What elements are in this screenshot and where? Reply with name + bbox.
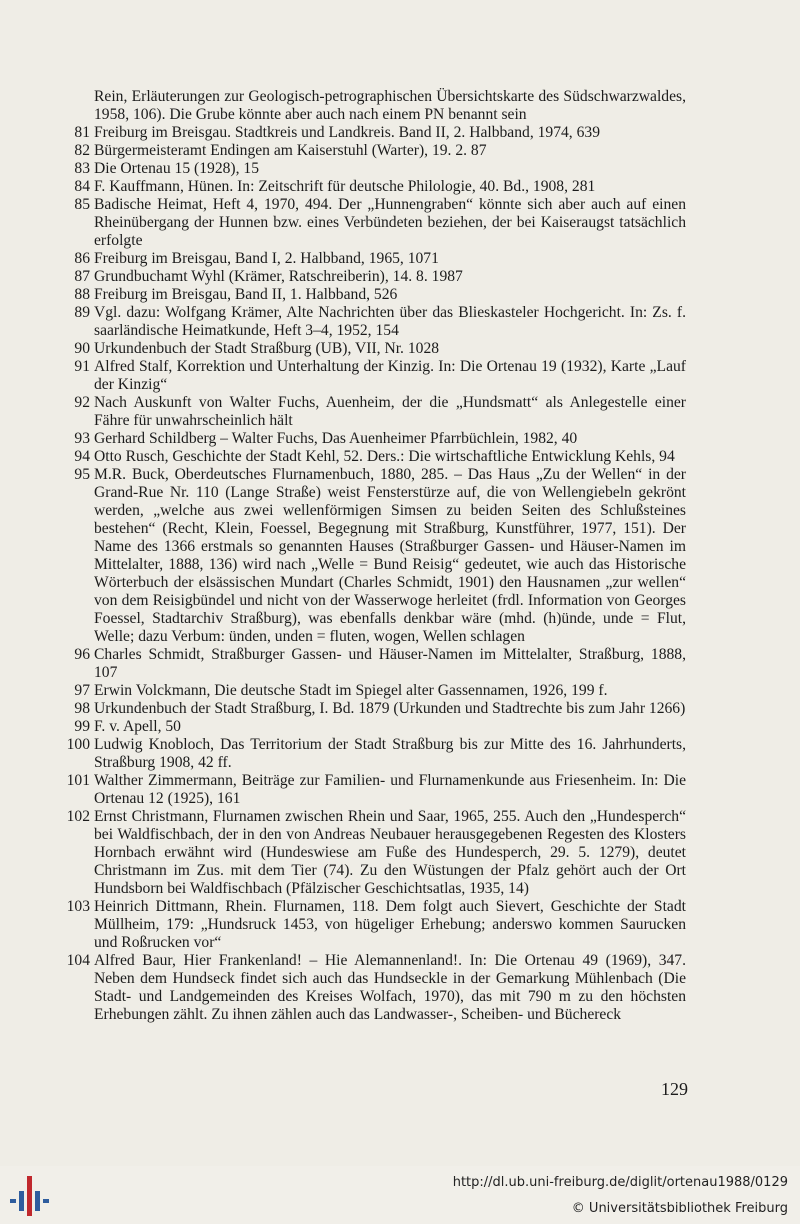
footnote-text: Heinrich Dittmann, Rhein. Flurnamen, 118. Dem folgt auch Sievert, Geschichte der Stadt Müllheim, 179: „Hundsruck 1453, von hügeliger Erhebung; anderswo kommen Saurucken und Roßrucken vor“: [94, 898, 686, 951]
footnote-text: Ernst Christmann, Flurnamen zwischen Rhein und Saar, 1965, 255. Auch den „Hundesperch“ bei Waldfischbach, der in den von Andreas Neubauer herausgegebenen Regesten des Klosters Hornbach erwähnt wird (Hundeswiese am Fuße des Hundesperch, 29. 5. 1279), deutet Christmann im Zus. mit dem Tier (74). Zu den Wüstungen der Pfalz gehört auch der Ort Hundsborn bei Waldfischbach (Pfälzischer Geschichtsatlas, 1935, 14): [94, 808, 686, 897]
footnote-item: [70, 304, 686, 340]
footnote-number: 104: [66, 952, 90, 969]
footnote-text: Nach Auskunft von Walter Fuchs, Auenheim, der die „Hundsmatt“ als Anlegestelle einer Fähre für unwahrscheinlich hält: [94, 394, 686, 429]
footnote-number: 96: [74, 646, 90, 663]
footnote-item: [66, 898, 686, 952]
footnote-text: Gerhard Schildberg – Walter Fuchs, Das Auenheimer Pfarrbüchlein, 1982, 40: [94, 430, 578, 447]
footnote-number: 99: [74, 718, 90, 735]
footnote-item: [70, 646, 686, 682]
footnote-text: F. v. Apell, 50: [94, 718, 181, 735]
footnote-number: 95: [74, 466, 90, 483]
footnote-text: Bürgermeisteramt Endingen am Kaiserstuhl (Warter), 19. 2. 87: [94, 142, 487, 159]
footnote-number: 100: [66, 736, 90, 753]
footnote-number: 93: [74, 430, 90, 447]
footnote-number: 86: [74, 250, 90, 267]
footnote-number: 84: [74, 178, 90, 195]
footnote-item: [70, 358, 686, 394]
footnote-text: Charles Schmidt, Straßburger Gassen- und Häuser-Namen im Mittelalter, Straßburg, 1888, 107: [94, 646, 686, 681]
footnote-text: Ludwig Knobloch, Das Territorium der Stadt Straßburg bis zur Mitte des 16. Jahrhunderts, Straßburg 1908, 42 ff.: [94, 736, 686, 771]
footnote-item: [70, 718, 686, 736]
footnote-text: Freiburg im Breisgau. Stadtkreis und Landkreis. Band II, 2. Halbband, 1974, 639: [94, 124, 600, 141]
footnote-number: 98: [74, 700, 90, 717]
footnote-item: [66, 952, 686, 1024]
footnote-number: 89: [74, 304, 90, 321]
footnote-number: 88: [74, 286, 90, 303]
page-number: 129: [661, 1079, 688, 1099]
footnote-item: [70, 682, 686, 700]
footnote-list: [66, 124, 686, 1024]
footnote-text: Grundbuchamt Wyhl (Krämer, Ratschreiberin), 14. 8. 1987: [94, 268, 463, 285]
footnote-item: [70, 268, 686, 286]
footnote-text: Alfred Baur, Hier Frankenland! – Hie Alemannenland!. In: Die Ortenau 49 (1969), 347. Neben dem Hundseck findet sich auch das Hundseckle in der Gemarkung Mühlenbach (Die Stadt- und Landgemeinden des Kreises Wolfach, 1970), das mit 790 m zu den höchsten Erhebungen zählt. Zu ihnen zählen auch das Landwasser-, Scheiben- und Büchereck: [94, 952, 686, 1023]
footnote-item: [66, 772, 686, 808]
footnotes: [66, 88, 686, 1024]
footnote-item: [70, 142, 686, 160]
footnote-text: Erwin Volckmann, Die deutsche Stadt im Spiegel alter Gassennamen, 1926, 199 f.: [94, 682, 608, 699]
footnote-item: [70, 160, 686, 178]
footnote-number: 81: [74, 124, 90, 141]
footnote-text: Otto Rusch, Geschichte der Stadt Kehl, 52. Ders.: Die wirtschaftliche Entwicklung Kehls, 94: [94, 448, 675, 465]
footnote-number: 97: [74, 682, 90, 699]
footnote-text: Vgl. dazu: Wolfgang Krämer, Alte Nachrichten über das Blieskasteler Hochgericht. In: Zs. f. saarländische Heimatkunde, Heft 3–4, 1952, 154: [94, 304, 686, 339]
footnote-text: F. Kauffmann, Hünen. In: Zeitschrift für deutsche Philologie, 40. Bd., 1908, 281: [94, 178, 596, 195]
footnote-item: [70, 340, 686, 358]
footnote-text: Urkundenbuch der Stadt Straßburg (UB), VII, Nr. 1028: [94, 340, 440, 357]
footer-bar: [0, 1166, 800, 1224]
footnote-text: Freiburg im Breisgau, Band II, 1. Halbband, 526: [94, 286, 398, 303]
footnote-number: 90: [74, 340, 90, 357]
footnote-number: 102: [66, 808, 90, 825]
footnote-item: [70, 466, 686, 646]
footnote-item: [70, 430, 686, 448]
footnote-number: 82: [74, 142, 90, 159]
footnote-number: 92: [74, 394, 90, 411]
footnote-text: Alfred Stalf, Korrektion und Unterhaltung der Kinzig. In: Die Ortenau 19 (1932), Karte „Lauf der Kinzig“: [94, 358, 686, 393]
footnote-item: [70, 394, 686, 430]
footnote-text: Badische Heimat, Heft 4, 1970, 494. Der „Hunnengraben“ könnte sich aber auch auf einen Rheinübergang der Hunnen bzw. eines Verbündeten beziehen, der bei Kaiseraugst tatsächlich erfolgte: [94, 196, 686, 249]
footnote-item: [66, 736, 686, 772]
footnote-item: [70, 196, 686, 250]
footnote-number: 91: [74, 358, 90, 375]
library-logo-icon: [8, 1172, 52, 1220]
footnote-item: [70, 700, 686, 718]
footnote-continuation: Rein, Erläuterungen zur Geologisch-petrographischen Übersichtskarte des Südschwarzwaldes, 1958, 106). Die Grube könnte aber auch nach einem PN benannt sein: [94, 88, 686, 123]
footnote-item: [70, 250, 686, 268]
footnote-text: Urkundenbuch der Stadt Straßburg, I. Bd. 1879 (Urkunden und Stadtrechte bis zum Jahr 1266): [94, 700, 686, 717]
footnote-number: 83: [74, 160, 90, 177]
footnote-number: 85: [74, 196, 90, 213]
footnote-text: Freiburg im Breisgau, Band I, 2. Halbband, 1965, 1071: [94, 250, 439, 267]
copyright-text: © Universitätsbibliothek Freiburg: [571, 1201, 788, 1216]
footnote-number: 103: [66, 898, 90, 915]
footnote-item: [70, 124, 686, 142]
footnote-item: [70, 178, 686, 196]
footnote-number: 101: [66, 772, 90, 789]
footnote-item: [70, 286, 686, 304]
footnote-item: [66, 808, 686, 898]
footnote-text: M.R. Buck, Oberdeutsches Flurnamenbuch, 1880, 285. – Das Haus „Zu der Wellen“ in der Grand-Rue Nr. 110 (Lange Straße) weist Fensterstürze auf, die von Wellengiebeln gekrönt werden, „welche aus zwei wellenförmigen Simsen zu beiden Seiten des Schlußsteines bestehen“ (Recht, Klein, Foessel, Begegnung mit Straßburg, Kunstführer, 1977, 151). Der Name des 1366 erstmals so genannten Hauses (Straßburger Gassen- und Häuser-Namen im Mittelalter, 1888, 136) wird nach „Welle = Bund Reisig“ gedeutet, wie auch das Historische Wörterbuch der elsässischen Mundart (Charles Schmidt, 1901) den Hausnamen „zur wellen“ von dem Reisigbündel und nicht von der Wasserwoge herleitet (frdl. Information von Georges Foessel, Stadtarchiv Straßburg), was ebenfalls denkbar wäre (mhd. (h)ünde, unde = Flut, Welle; dazu Verbum: ünden, unden = fluten, wogen, Wellen schlagen: [94, 466, 686, 645]
footnote-text: Walther Zimmermann, Beiträge zur Familien- und Flurnamenkunde aus Friesenheim. In: Die Ortenau 12 (1925), 161: [94, 772, 686, 807]
footnote-number: 87: [74, 268, 90, 285]
footnote-item: [70, 448, 686, 466]
footnote-text: Die Ortenau 15 (1928), 15: [94, 160, 259, 177]
source-url-link[interactable]: http://dl.ub.uni-freiburg.de/diglit/ortenau1988/0129: [452, 1175, 788, 1190]
footnote-number: 94: [74, 448, 90, 465]
